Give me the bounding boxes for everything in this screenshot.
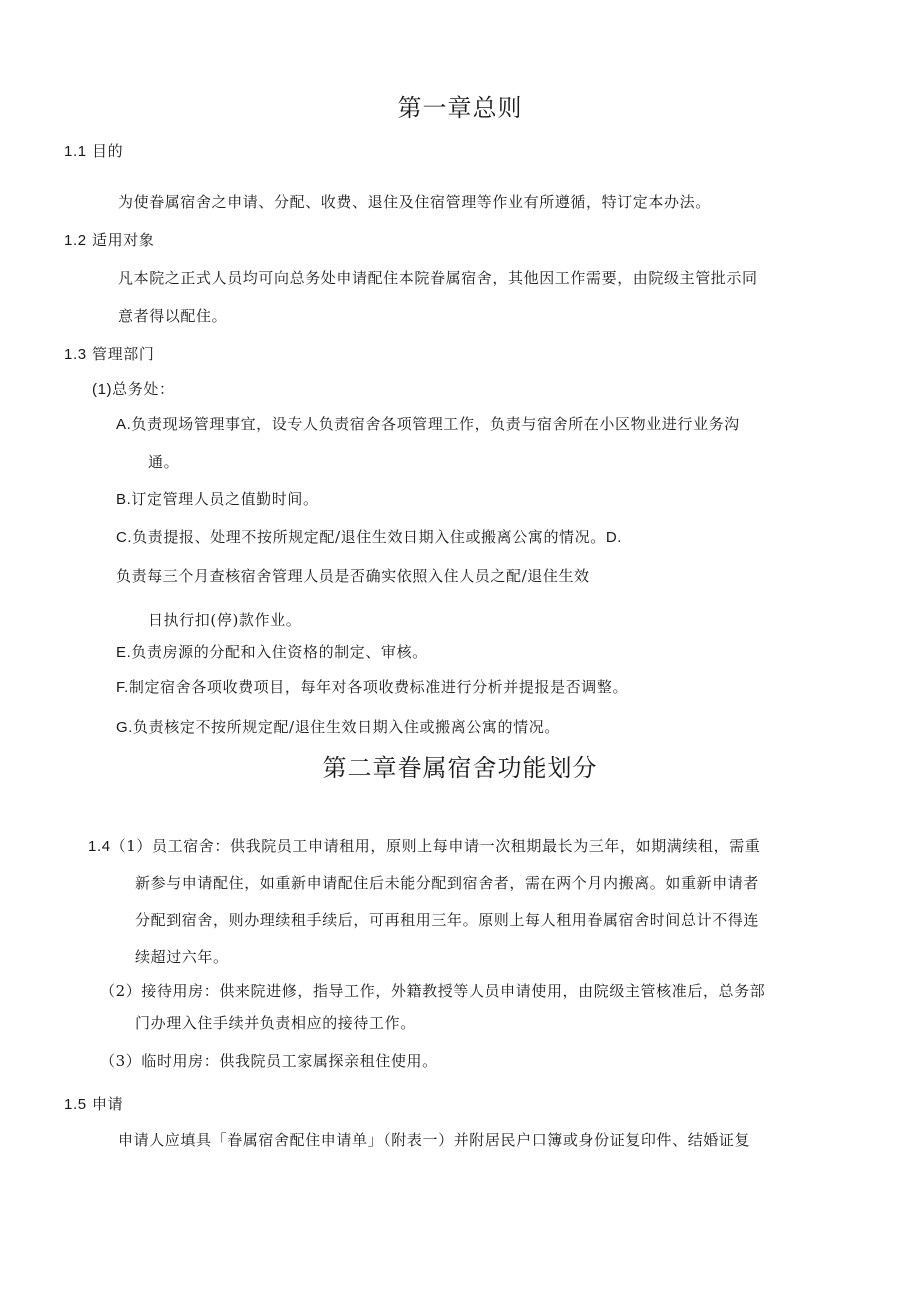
- section-label: 申请: [92, 1095, 124, 1113]
- item-text: 员工宿舍：供我院员工申请租用，原则上每申请一次租期最长为三年，如期满续租，需重: [152, 837, 761, 855]
- section-label: 适用对象: [92, 231, 155, 249]
- section-1-4-item-1-line-4: 续超过六年。: [135, 948, 229, 966]
- item-marker: D.: [605, 529, 623, 546]
- item-marker: E.: [116, 644, 132, 661]
- section-number: 1.4: [88, 838, 111, 855]
- item-d-continuation: 日执行扣(停)款作业。: [148, 611, 302, 629]
- item-text: 订定管理人员之值勤时间。: [131, 490, 319, 508]
- item-text: 负责提报、处理不按所规定配/退住生效日期入住或搬离公寓的情况。: [132, 528, 606, 546]
- chapter-2-title: 第二章眷属宿舍功能划分: [322, 754, 598, 782]
- section-1-1-heading: [64, 141, 123, 162]
- section-1-4-item-3: [100, 1051, 438, 1071]
- item-marker: （3）: [100, 1052, 142, 1070]
- item-g: [116, 717, 560, 738]
- section-number: 1.1: [64, 143, 87, 160]
- item-text: 负责房源的分配和入住资格的制定、审核。: [131, 643, 428, 661]
- dept-general-affairs: [92, 379, 175, 400]
- section-label: 管理部门: [92, 345, 155, 363]
- section-1-4-item-1: [88, 836, 760, 857]
- chapter-1-title: 第一章总则: [397, 94, 523, 122]
- section-1-3-heading: [64, 344, 154, 365]
- section-1-4-item-1-line-2: 新参与申请配住，如重新申请配住后未能分配到宿舍者，需在两个月内搬离。如重新申请者: [135, 874, 760, 892]
- section-1-4-item-1-line-3: 分配到宿舍，则办理续租手续后，可再租用三年。原则上每人租用眷属宿舍时间总计不得连: [135, 911, 760, 929]
- item-marker: A.: [116, 416, 132, 433]
- item-text: 临时用房：供我院员工家属探亲租住使用。: [141, 1052, 438, 1070]
- item-text: 接待用房：供来院进修，指导工作，外籍教授等人员申请使用，由院级主管核准后，总务部: [141, 982, 766, 1000]
- section-number: 1.3: [64, 346, 87, 363]
- section-1-5-text: 申请人应填具「眷属宿舍配住申请单」（附表一）并附居民户口簿或身份证复印件、结婚证复: [118, 1131, 751, 1149]
- section-number: 1.5: [64, 1096, 87, 1113]
- item-e: [116, 642, 428, 663]
- item-text: 制定宿舍各项收费项目，每年对各项收费标准进行分析并提报是否调整。: [128, 678, 629, 696]
- item-text: 负责现场管理事宜，设专人负责宿舍各项管理工作，负责与宿舍所在小区物业进行业务沟: [131, 415, 740, 433]
- item-a: [116, 414, 740, 435]
- item-marker: C.: [116, 529, 133, 546]
- item-text: 负责核定不按所规定配/退住生效日期入住或搬离公寓的情况。: [133, 718, 560, 736]
- item-marker: F.: [116, 679, 129, 696]
- section-number: 1.2: [64, 232, 87, 249]
- section-1-4-item-2-line-2: 门办理入住手续并负责相应的接待工作。: [135, 1014, 416, 1032]
- item-b: [116, 489, 319, 510]
- item-marker: （2）: [100, 982, 142, 1000]
- item-a-continuation: 通。: [148, 453, 180, 471]
- item-c: [116, 527, 622, 548]
- section-1-2-heading: [64, 230, 154, 251]
- dept-marker: (1): [92, 381, 113, 398]
- item-marker: G.: [116, 719, 134, 736]
- section-1-2-text-line-1: 凡本院之正式人员均可向总务处申请配住本院眷属宿舍，其他因工作需要，由院级主管批示同: [118, 269, 758, 287]
- item-f: [116, 677, 628, 698]
- dept-label: 总务处：: [112, 380, 175, 398]
- section-1-4-item-2: [100, 981, 765, 1001]
- section-label: 目的: [92, 142, 124, 160]
- section-1-2-text-line-2: 意者得以配住。: [118, 307, 228, 325]
- section-1-5-heading: [64, 1094, 123, 1115]
- item-marker: B.: [116, 491, 132, 508]
- section-1-1-text: 为使眷属宿舍之申请、分配、收费、退住及住宿管理等作业有所遵循，特订定本办法。: [118, 193, 711, 211]
- item-d: 负责每三个月查核宿舍管理人员是否确实依照入住人员之配/退住生效: [116, 567, 590, 585]
- item-marker: （1）: [110, 837, 152, 855]
